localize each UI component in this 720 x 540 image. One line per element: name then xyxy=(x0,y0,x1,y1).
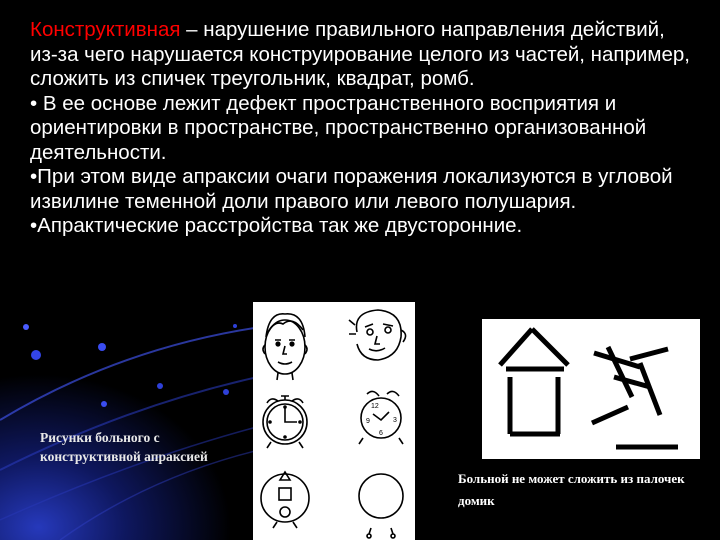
dot-decoration xyxy=(23,324,29,330)
intro-text: – нарушение правильного направления действий, из-за чего нарушается конструирование целого из частей, например, сложить из спичек треугольник, квадрат, ромб. xyxy=(30,18,690,90)
dot-decoration xyxy=(31,350,41,360)
svg-text:12: 12 xyxy=(371,403,379,410)
dot-decoration xyxy=(223,389,229,395)
svg-text:6: 6 xyxy=(379,430,383,437)
face-clock-figure-drawings-icon xyxy=(253,302,415,540)
drawings-caption: Рисунки больного с конструктивной апраксией xyxy=(40,430,208,464)
svg-text:3: 3 xyxy=(393,417,397,424)
intro-paragraph xyxy=(30,18,695,92)
dot-decoration xyxy=(233,324,237,328)
dot-decoration xyxy=(101,401,107,407)
dot-decoration xyxy=(157,383,163,389)
term-heading: Конструктивная xyxy=(30,18,181,41)
bullet-localization: •При этом виде апраксии очаги поражения локализуются в угловой извилине теменной доли правого или левого полушария. xyxy=(30,165,673,213)
svg-text:9: 9 xyxy=(366,418,370,425)
bullet-bilateral: •Апрактические расстройства так же двусторонние. xyxy=(30,214,523,237)
stick-house-panel xyxy=(482,319,700,459)
bullet-defect: • В ее основе лежит дефект пространственного восприятия и ориентировки в пространстве, пространственно организованной деятельности. xyxy=(30,91,647,164)
house-caption: Больной не может сложить из палочек домик xyxy=(458,471,685,508)
dot-decoration xyxy=(98,343,106,351)
main-text xyxy=(30,18,695,239)
patient-drawings-panel xyxy=(253,302,415,540)
stick-house-icon xyxy=(482,319,700,459)
